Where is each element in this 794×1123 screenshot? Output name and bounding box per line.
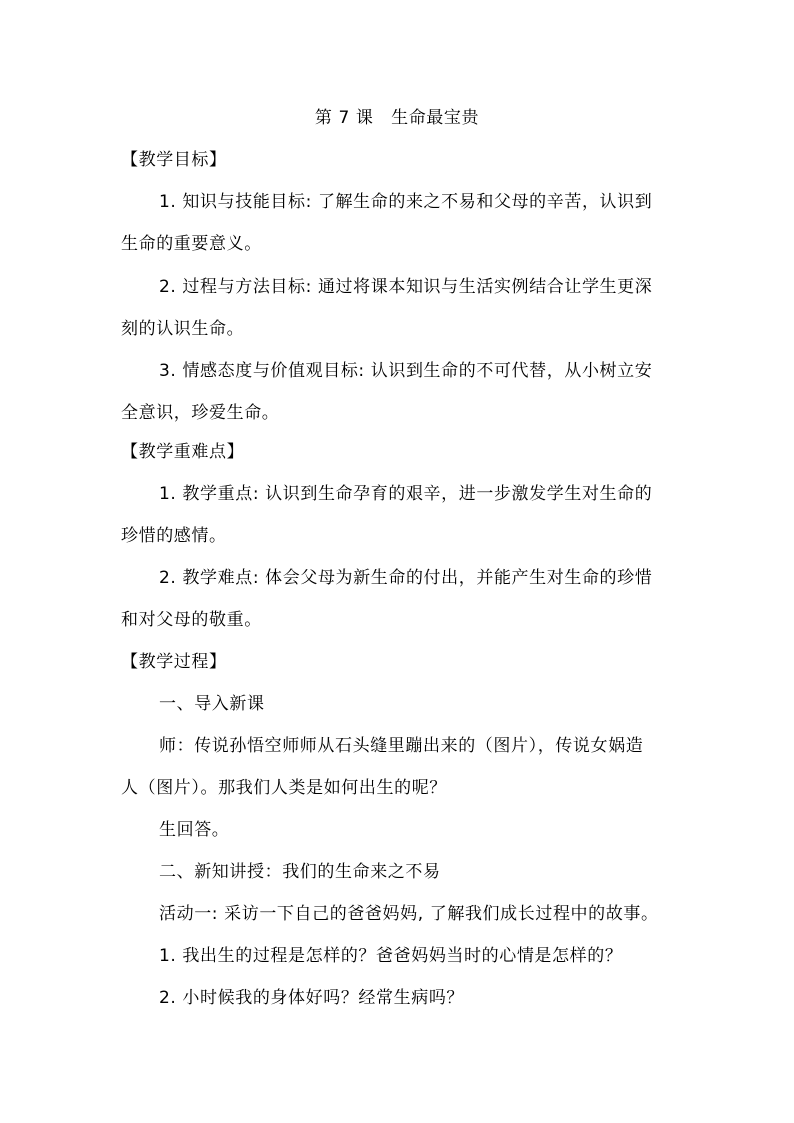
- part-1-title: 一、导入新课: [159, 694, 265, 714]
- key-point-2-line-2: 和对父母的敬重。: [121, 610, 262, 630]
- part-2-title: 二、新知讲授：我们的生命来之不易: [159, 862, 441, 882]
- teacher-line-1: 师：传说孙悟空师师从石头缝里蹦出来的（图片），传说女娲造: [159, 736, 644, 756]
- key-point-2-line-1: 2. 教学难点: 体会父母为新生命的付出，并能产生对生命的珍惜: [159, 568, 653, 588]
- key-point-1-line-2: 珍惜的感情。: [121, 526, 227, 546]
- objectives-heading: 【教学目标】: [121, 150, 227, 170]
- activity-1: 活动一: 采访一下自己的爸爸妈妈, 了解我们成长过程中的故事。: [159, 904, 659, 924]
- objective-3-line-1: 3. 情感态度与价值观目标: 认识到生命的不可代替，从小树立安: [159, 361, 653, 381]
- teacher-line-2: 人（图片）。那我们人类是如何出生的呢？: [121, 778, 447, 798]
- question-1: 1. 我出生的过程是怎样的？爸爸妈妈当时的心情是怎样的？: [159, 946, 623, 966]
- key-point-1-line-1: 1. 教学重点: 认识到生命孕育的艰辛，进一步激发学生对生命的: [159, 484, 653, 504]
- objective-1-line-1: 1. 知识与技能目标: 了解生命的来之不易和父母的辛苦，认识到: [159, 192, 653, 212]
- question-2: 2. 小时候我的身体好吗？经常生病吗？: [159, 988, 465, 1008]
- objective-2-line-1: 2. 过程与方法目标: 通过将课本知识与生活实例结合让学生更深: [159, 277, 653, 297]
- objective-2-line-2: 刻的认识生命。: [121, 319, 245, 339]
- lesson-title: 第 7 课 生命最宝贵: [314, 108, 480, 128]
- objective-1-line-2: 生命的重要意义。: [121, 234, 262, 254]
- key-points-heading: 【教学重难点】: [121, 442, 245, 462]
- objective-3-line-2: 全意识，珍爱生命。: [121, 403, 280, 423]
- process-heading: 【教学过程】: [121, 652, 227, 672]
- student-answer: 生回答。: [159, 820, 230, 840]
